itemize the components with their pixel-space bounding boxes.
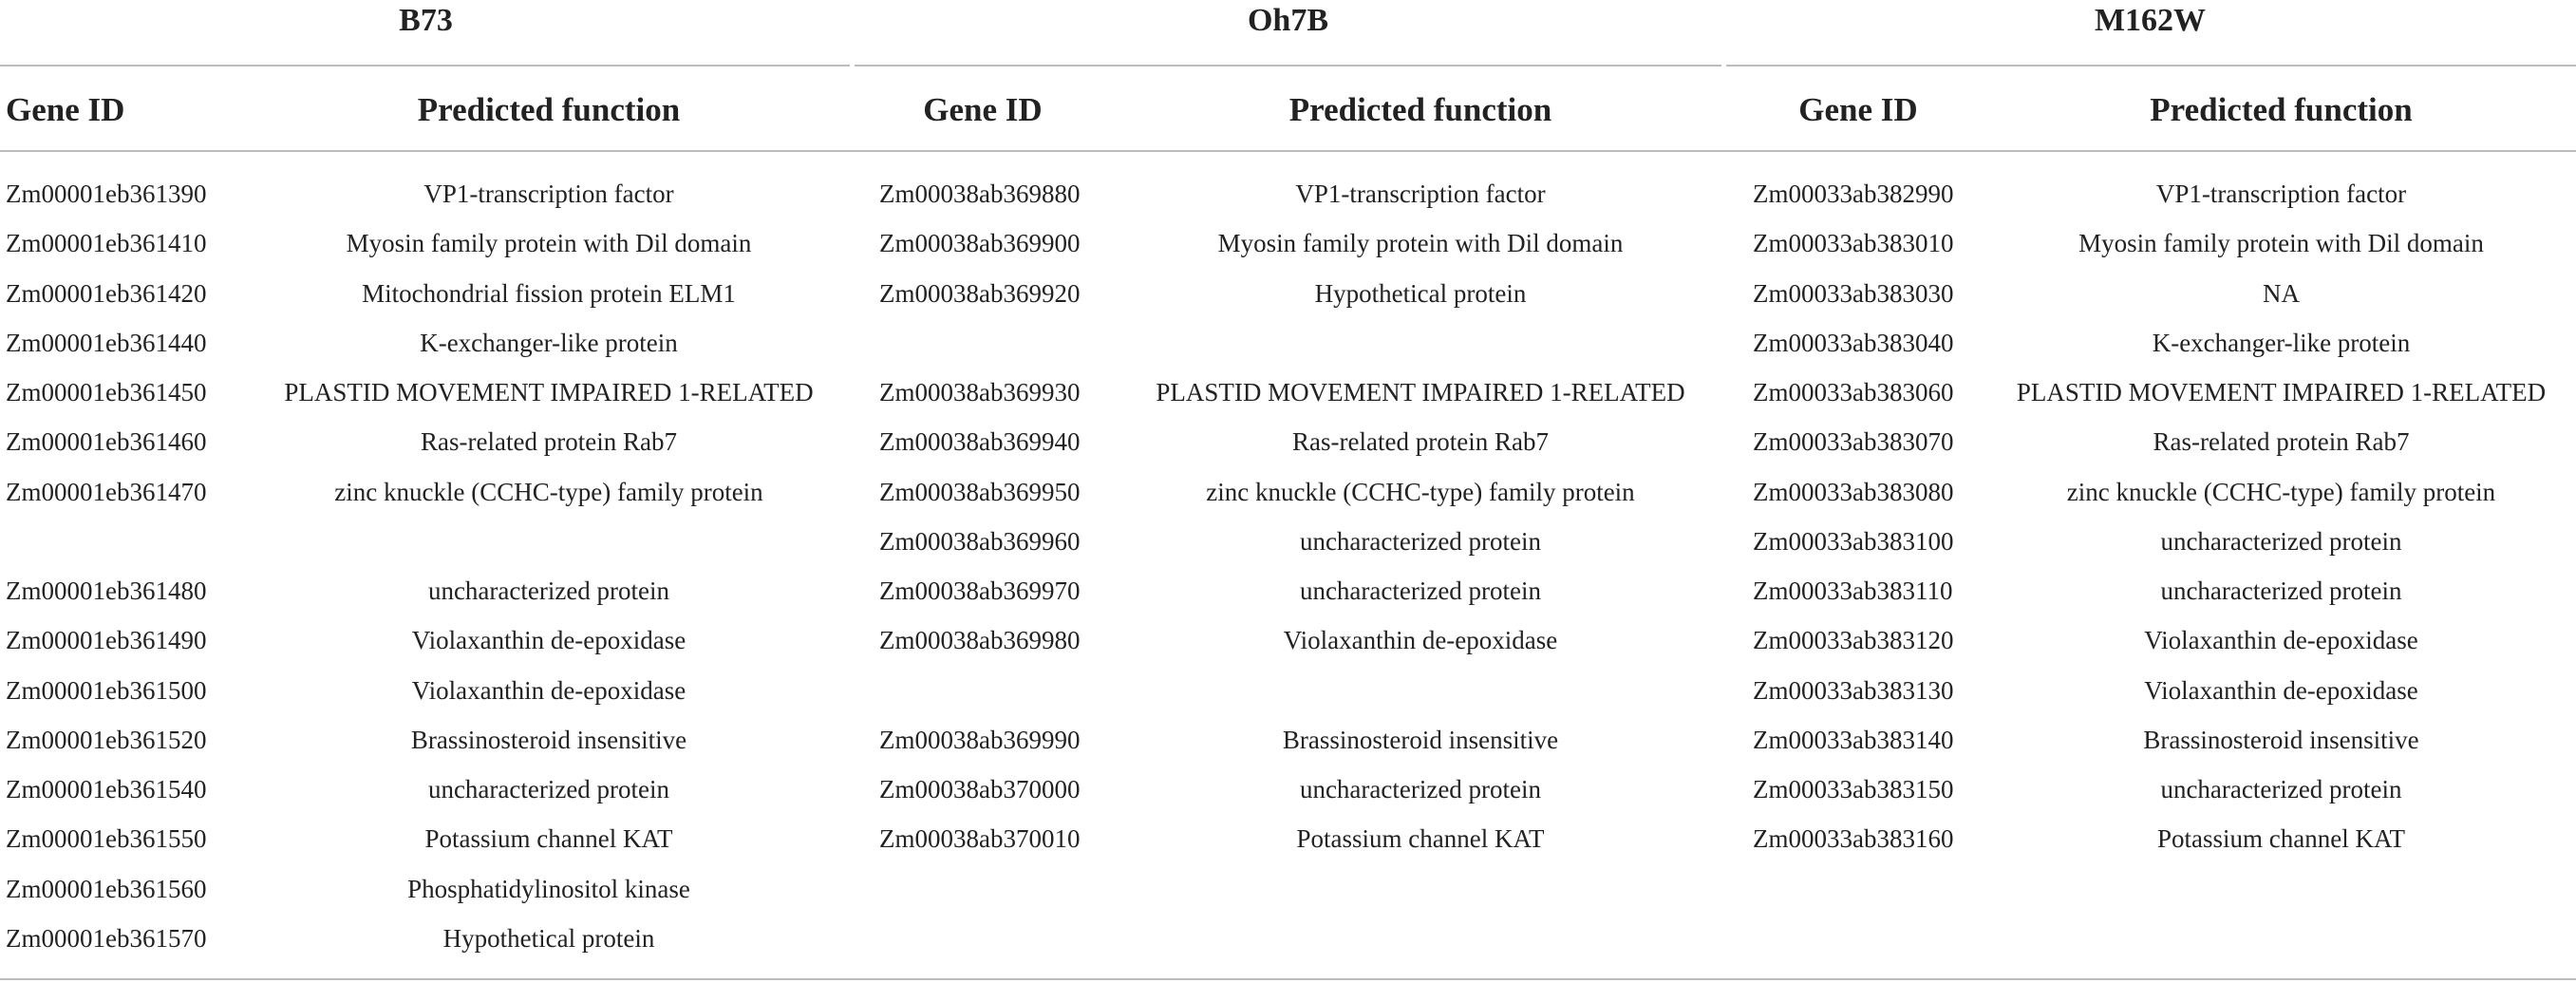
function-cell-oh7b <box>1111 666 1730 715</box>
col-header-gene-id-b73: Gene ID <box>6 91 125 128</box>
function-cell-m162w <box>1986 864 2576 914</box>
function-cell-oh7b <box>1111 864 1730 914</box>
gene-id-cell-b73: Zm00001eb361470 <box>6 477 207 506</box>
table-row <box>0 615 2576 665</box>
gene-id-cell-oh7b: Zm00038ab369900 <box>879 229 1081 258</box>
gene-id-cell-m162w: Zm00033ab383130 <box>1753 675 1954 705</box>
gene-id-cell-b73: Zm00001eb361390 <box>6 180 207 208</box>
function-cell-b73: Phosphatidylinositol kinase <box>407 874 690 903</box>
table-row <box>0 864 2576 914</box>
gene-id-cell-b73: Zm00001eb361460 <box>6 427 207 457</box>
function-cell-b73: Mitochondrial fission protein ELM1 <box>362 278 736 308</box>
function-cell-m162w: Violaxanthin de-epoxidase <box>2144 675 2418 705</box>
table-bottom-rule <box>0 978 2576 980</box>
gene-id-cell-m162w: Zm00033ab383080 <box>1753 477 1954 506</box>
function-cell-m162w: PLASTID MOVEMENT IMPAIRED 1-RELATED <box>2016 378 2547 406</box>
table-row <box>0 467 2576 517</box>
function-cell-m162w: uncharacterized protein <box>2160 775 2402 803</box>
gene-id-cell-b73: Zm00001eb361440 <box>6 328 207 357</box>
gene-id-cell-b73: Zm00001eb361420 <box>6 278 207 308</box>
function-cell-b73: zinc knuckle (CCHC-type) family protein <box>334 477 763 506</box>
function-cell-b73: uncharacterized protein <box>427 775 670 803</box>
function-cell-m162w: Brassinosteroid insensitive <box>2143 725 2419 754</box>
gene-id-cell-m162w: Zm00033ab383150 <box>1753 775 1954 803</box>
gene-id-cell-m162w: Zm00033ab383110 <box>1753 577 1953 605</box>
function-cell-oh7b: uncharacterized protein <box>1299 526 1542 556</box>
group-rule-b73 <box>0 65 850 66</box>
gene-id-cell-oh7b: Zm00038ab369970 <box>879 577 1081 605</box>
table-row <box>0 566 2576 615</box>
function-cell-m162w: VP1-transcription factor <box>2155 180 2407 208</box>
gene-id-cell-m162w: Zm00033ab383070 <box>1753 427 1954 457</box>
function-cell-b73: Hypothetical protein <box>442 923 655 953</box>
col-header-gene-id-m162w: Gene ID <box>1798 91 1918 128</box>
gene-id-cell-b73: Zm00001eb361500 <box>6 675 207 705</box>
table-row <box>0 814 2576 863</box>
gene-id-cell-b73: Zm00001eb361490 <box>6 626 207 655</box>
function-cell-oh7b: zinc knuckle (CCHC-type) family protein <box>1206 477 1635 506</box>
function-cell-m162w: uncharacterized protein <box>2160 526 2402 556</box>
function-cell-oh7b: Brassinosteroid insensitive <box>1282 725 1559 754</box>
gene-id-cell-b73: Zm00001eb361540 <box>6 775 207 803</box>
table-row <box>0 218 2576 268</box>
function-cell-m162w: zinc knuckle (CCHC-type) family protein <box>2066 477 2496 506</box>
col-header-function-b73: Predicted function <box>417 91 681 128</box>
col-header-function-m162w: Predicted function <box>2150 91 2413 128</box>
gene-id-cell-oh7b: Zm00038ab370000 <box>879 775 1081 803</box>
col-header-function-oh7b: Predicted function <box>1288 91 1552 128</box>
function-cell-b73: Brassinosteroid insensitive <box>410 725 687 754</box>
gene-id-cell-b73: Zm00001eb361480 <box>6 577 207 605</box>
gene-id-cell-b73: Zm00001eb361570 <box>6 923 207 953</box>
gene-id-cell-b73: Zm00001eb361550 <box>6 824 207 854</box>
gene-id-cell-oh7b: Zm00038ab369960 <box>879 526 1081 556</box>
gene-id-cell-m162w: Zm00033ab383100 <box>1753 526 1954 556</box>
group-title-m162w: M162W <box>2094 3 2207 38</box>
function-cell-oh7b: Hypothetical protein <box>1314 278 1527 308</box>
gene-id-cell-m162w: Zm00033ab383040 <box>1753 328 1954 357</box>
col-header-gene-id-oh7b: Gene ID <box>923 91 1043 128</box>
group-rule-oh7b <box>855 65 1721 66</box>
table-row <box>0 368 2576 417</box>
gene-id-cell-b73: Zm00001eb361520 <box>6 725 207 754</box>
gene-id-cell-m162w: Zm00033ab382990 <box>1753 180 1954 208</box>
table-row <box>0 318 2576 368</box>
gene-id-cell-m162w: Zm00033ab383010 <box>1753 229 1954 258</box>
gene-id-cell-oh7b: Zm00038ab369880 <box>879 180 1081 208</box>
function-cell-m162w: Potassium channel KAT <box>2157 824 2405 854</box>
gene-id-cell-m162w: Zm00033ab383140 <box>1753 725 1954 754</box>
function-cell-b73: K-exchanger-like protein <box>420 328 678 357</box>
table-row <box>0 914 2576 963</box>
gene-id-cell-m162w: Zm00033ab383120 <box>1753 626 1954 655</box>
function-cell-oh7b: Ras-related protein Rab7 <box>1292 427 1549 457</box>
gene-id-cell-m162w: Zm00033ab383060 <box>1753 378 1954 406</box>
gene-id-cell-b73: Zm00001eb361560 <box>6 874 207 903</box>
function-cell-b73: Violaxanthin de-epoxidase <box>411 626 686 655</box>
gene-id-cell-oh7b: Zm00038ab369950 <box>879 477 1081 506</box>
function-cell-b73 <box>245 517 853 566</box>
function-cell-oh7b: Violaxanthin de-epoxidase <box>1283 626 1558 655</box>
function-cell-b73: PLASTID MOVEMENT IMPAIRED 1-RELATED <box>284 378 814 406</box>
function-cell-oh7b: VP1-transcription factor <box>1295 180 1546 208</box>
table-row <box>0 517 2576 566</box>
function-cell-oh7b <box>1111 318 1730 368</box>
function-cell-b73: VP1-transcription factor <box>423 180 674 208</box>
function-cell-b73: Violaxanthin de-epoxidase <box>411 675 686 705</box>
function-cell-b73: Potassium channel KAT <box>424 824 673 854</box>
function-cell-oh7b: Myosin family protein with Dil domain <box>1217 229 1624 258</box>
gene-id-cell-oh7b: Zm00038ab369990 <box>879 725 1081 754</box>
group-rule-m162w <box>1726 65 2576 66</box>
function-cell-m162w: NA <box>2263 278 2300 308</box>
gene-id-cell-oh7b: Zm00038ab369920 <box>879 278 1081 308</box>
gene-id-cell-b73: Zm00001eb361450 <box>6 378 207 406</box>
header-rule <box>0 150 2576 152</box>
function-cell-oh7b: uncharacterized protein <box>1299 775 1542 803</box>
function-cell-m162w <box>1986 914 2576 963</box>
gene-id-cell-oh7b: Zm00038ab369940 <box>879 427 1081 457</box>
gene-id-cell-oh7b: Zm00038ab370010 <box>879 824 1081 854</box>
function-cell-b73: Myosin family protein with Dil domain <box>346 229 752 258</box>
table-row <box>0 666 2576 715</box>
function-cell-m162w: K-exchanger-like protein <box>2152 328 2411 357</box>
group-title-b73: B73 <box>399 3 453 38</box>
function-cell-b73: uncharacterized protein <box>427 577 670 605</box>
table-row <box>0 269 2576 318</box>
gene-id-cell-m162w: Zm00033ab383030 <box>1753 278 1954 308</box>
gene-id-cell-m162w: Zm00033ab383160 <box>1753 824 1954 854</box>
function-cell-m162w: Myosin family protein with Dil domain <box>2078 229 2484 258</box>
gene-id-cell-b73: Zm00001eb361410 <box>6 229 207 258</box>
function-cell-oh7b: Potassium channel KAT <box>1296 824 1545 854</box>
function-cell-b73: Ras-related protein Rab7 <box>421 427 677 457</box>
function-cell-m162w: uncharacterized protein <box>2160 577 2402 605</box>
function-cell-oh7b: uncharacterized protein <box>1299 577 1542 605</box>
table-row <box>0 169 2576 218</box>
function-cell-oh7b: PLASTID MOVEMENT IMPAIRED 1-RELATED <box>1156 378 1685 406</box>
table-row <box>0 417 2576 466</box>
function-cell-oh7b <box>1111 914 1730 963</box>
gene-id-cell-oh7b: Zm00038ab369930 <box>879 378 1081 406</box>
function-cell-m162w: Violaxanthin de-epoxidase <box>2144 626 2418 655</box>
gene-id-cell-oh7b: Zm00038ab369980 <box>879 626 1081 655</box>
group-title-oh7b: Oh7B <box>1247 3 1329 38</box>
function-cell-m162w: Ras-related protein Rab7 <box>2153 427 2410 457</box>
table-row <box>0 765 2576 814</box>
table-row <box>0 715 2576 765</box>
